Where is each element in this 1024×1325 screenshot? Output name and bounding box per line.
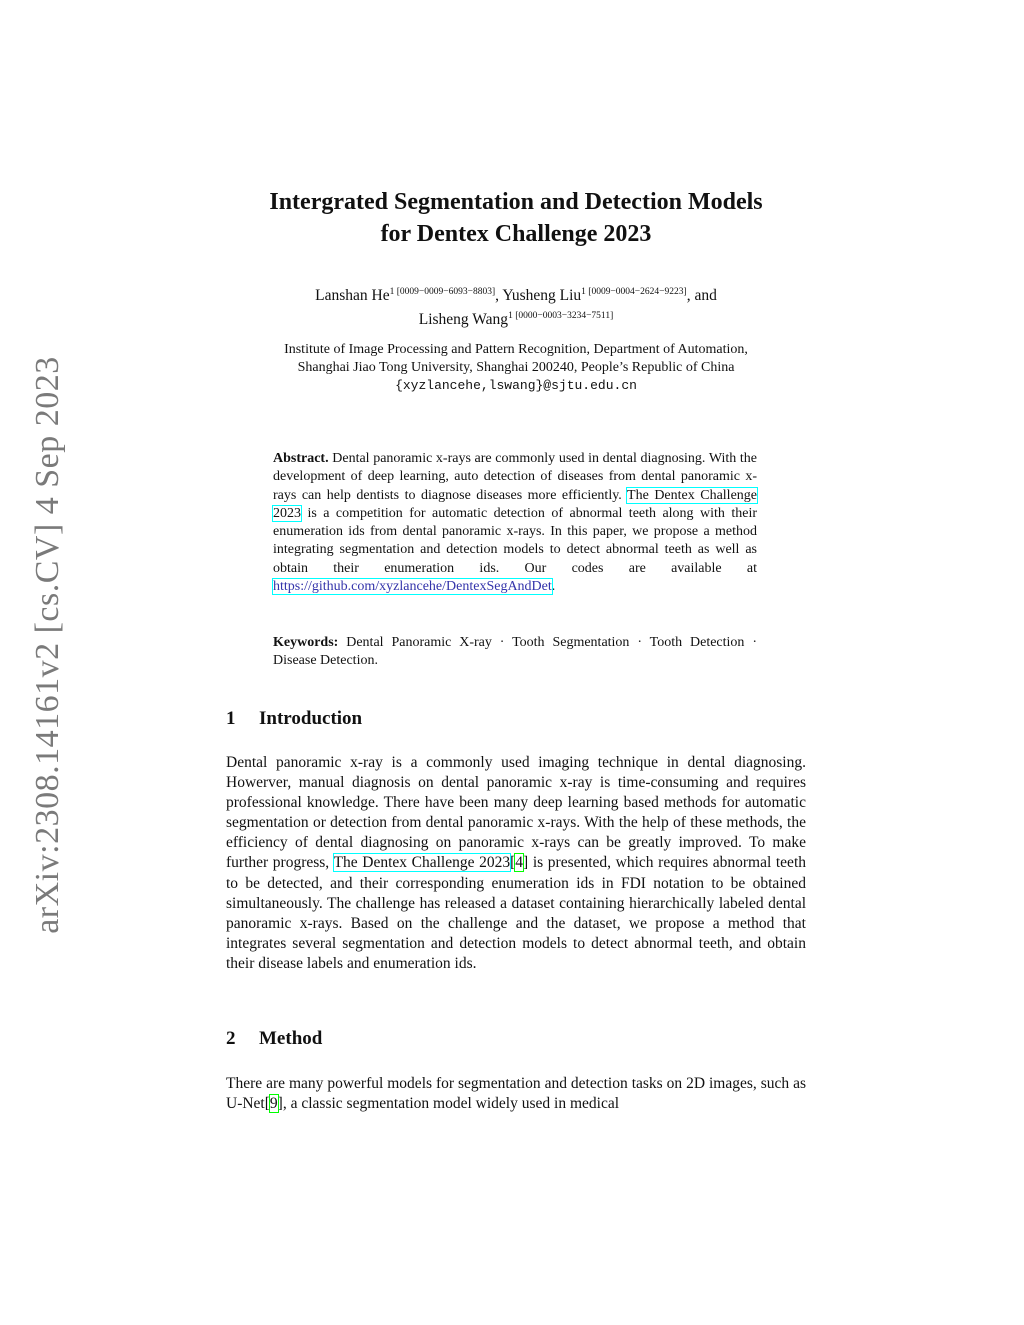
citation-link[interactable]: 4 <box>515 854 524 872</box>
abstract <box>273 450 757 596</box>
section-title: Method <box>259 1028 323 1049</box>
paragraph-text: Dental panoramic x-ray is a commonly used imaging technique in dental diagnosing. Howerver, manual diagnosis on dental panoramic x-ray is time-consuming and requires professional knowledge. There have been many deep learning based methods for automatic segmentation or detection from dental panoramic x-rays. With the help of these methods, the efficiency of dental diagnosing on panoramic x-rays can be greatly improved. To make further progress, <box>226 754 806 872</box>
affiliation-line-2: Shanghai Jiao Tong University, Shanghai 200240, People’s Republic of China <box>297 360 735 375</box>
keywords <box>273 634 757 671</box>
paragraph-text: is presented, which requires abnormal teeth to be detected, and their corresponding enumeration ids in FDI notation to be obtained simultaneously. The challenge has released a dataset containing hierarchically labeled dental panoramic x-rays. Based on the challenge and the dataset, we propose a method that integrates several segmentation and detection models to detect abnormal teeth, and obtain their disease labels and enumeration ids. <box>226 854 806 972</box>
author-separator: , <box>495 287 503 305</box>
github-code-link[interactable]: https://github.com/xyzlancehe/DentexSegAndDet <box>273 579 552 595</box>
title-line-2: for Dentex Challenge 2023 <box>380 221 652 247</box>
author-name: Lanshan He <box>315 287 390 305</box>
section-number: 1 <box>226 708 236 729</box>
abstract-label: Abstract. <box>273 451 329 466</box>
method-paragraph: There are many powerful models for segmentation and detection tasks on 2D images, such as U-Net[9], a classic segmentation model widely used in medical <box>226 1075 806 1113</box>
author-list <box>226 282 806 330</box>
author-separator: , and <box>686 287 717 305</box>
author-emails: {xyzlancehe,lswang}@sjtu.edu.cn <box>395 378 637 393</box>
abstract-text: Dental panoramic x-rays are commonly used in dental diagnosing. With the development of deep learning, auto detection of diseases from dental panoramic x-rays can help dentists to diagnose diseases more efficiently. <box>273 451 757 503</box>
affiliation-line-1: Institute of Image Processing and Pattern Recognition, Department of Automation, <box>284 342 748 357</box>
author-name: Yusheng Liu <box>502 287 582 305</box>
section-heading-introduction <box>226 707 806 731</box>
author-line-1 <box>226 282 806 306</box>
author-orcid: 1 [0009−0009−6093−8803] <box>389 287 496 297</box>
citation-link[interactable]: 9 <box>269 1095 278 1113</box>
paragraph-text: , a classic segmentation model widely used in medical <box>282 1095 620 1113</box>
paragraph-text: There are many powerful models for segmentation and detection tasks on 2D images, such as U-Net <box>226 1075 806 1113</box>
author-orcid: 1 [0009−0004−2624−9223] <box>581 287 687 297</box>
abstract-text: is a competition for automatic detection of abnormal teeth along with their enumeration ids from dental panoramic x-rays. In this paper, we propose a method integrating segmentation and detection models to detect abnormal teeth as well as obtain their enumeration ids. Our codes are available at <box>273 505 757 576</box>
section-title: Introduction <box>259 708 363 729</box>
author-line-2 <box>226 306 806 330</box>
author-name: Lisheng Wang <box>418 311 509 329</box>
arxiv-identifier: arXiv:2308.14161v2 [cs.CV] 4 Sep 2023 <box>29 356 66 934</box>
dentex-challenge-link[interactable]: The Dentex Challenge 2023 <box>273 487 757 521</box>
keywords-label: Keywords: <box>273 635 339 650</box>
arxiv-sidebar <box>18 0 78 1325</box>
keywords-text: Dental Panoramic X-ray · Tooth Segmentation · Tooth Detection · Disease Detection. <box>273 635 757 669</box>
dentex-challenge-link[interactable]: The Dentex Challenge 2023 <box>333 854 511 872</box>
introduction-paragraph: Dental panoramic x-ray is a commonly used imaging technique in dental diagnosing. Howerver, manual diagnosis on dental panoramic x-ray is time-consuming and requires professional knowledge. There have been many deep learning based methods for automatic segmentation or detection from dental panoramic x-rays. With the help of these methods, the efficiency of dental diagnosing on panoramic x-rays can be greatly improved. To make further progress, The Dentex Challenge 2023[4] is presented, which requires abnormal teeth to be detected, and their corresponding enumeration ids in FDI notation to be obtained simultaneously. The challenge has released a dataset containing hierarchically labeled dental panoramic x-rays. Based on the challenge and the dataset, we propose a method that integrates several segmentation and detection models to detect abnormal teeth, and obtain their disease labels and enumeration ids. <box>226 754 806 972</box>
section-heading-method <box>226 1027 806 1051</box>
author-orcid: 1 [0000−0003−3234−7511] <box>508 311 614 322</box>
paper-title <box>226 186 806 250</box>
affiliation <box>226 341 806 395</box>
abstract-text: . <box>551 579 556 595</box>
section-number: 2 <box>226 1028 236 1049</box>
title-line-1: Intergrated Segmentation and Detection Models <box>269 189 763 215</box>
